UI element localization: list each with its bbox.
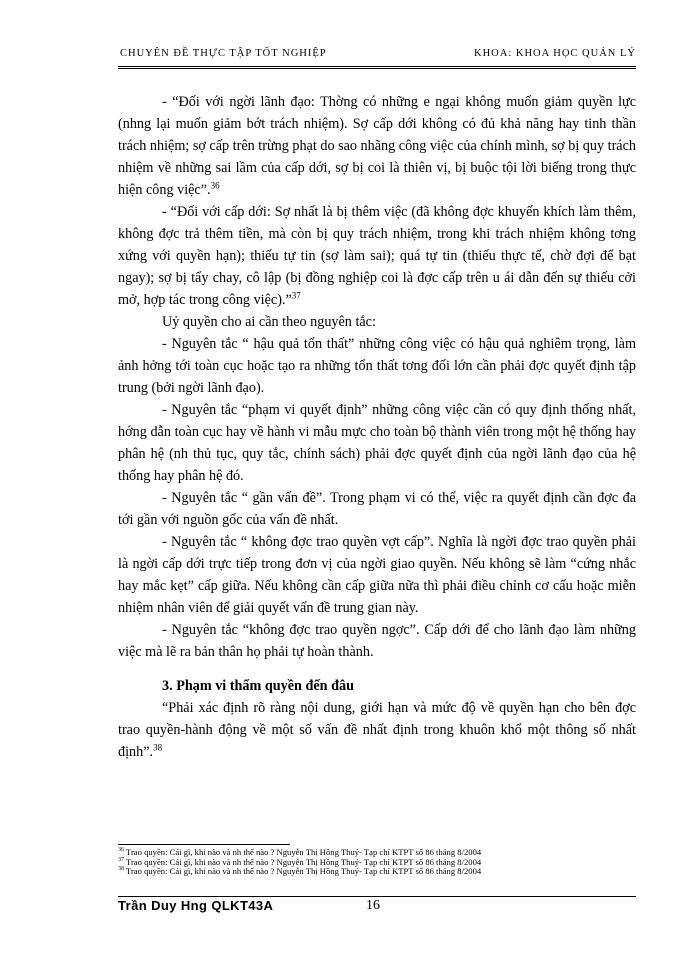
- header-rule-top: [118, 66, 636, 67]
- paragraph-principles-intro: [118, 311, 636, 333]
- footnote-item: [118, 867, 638, 877]
- paragraph-text: - Nguyên tắc “ không đợc trao quyền vợt cấp”. Nghĩa là ngời đợc trao quyền phải là ngời cấp dới trực tiếp trong đơn vị của ngời giao quyền. Nếu không sẽ làm “cứng nhắc hay mắc kẹt” cấp giữa. Nếu không cần cấp giữa nữa thì phải điều chỉnh cơ cấu hoặc miễn nhiệm nhân viên để giải quyết vấn đề trung gian này.: [118, 534, 636, 616]
- paragraph-text: Uỷ quyền cho ai cần theo nguyên tắc:: [162, 314, 376, 330]
- paragraph-text: - “Đối với ngời lãnh đạo: Thờng có những e ngại không muốn giảm quyền lực (nhng lại muốn giảm bớt trách nhiệm). Sợ cấp dới không có đủ khả năng hay tinh thần trách nhiệm; sợ cấp trên trừng phạt do sao nhãng công việc của chính mình, sợ bị quy trách nhiệm về những sai lầm của cấp dới, sợ bị coi là thiên vị, bị buộc tội lời biếng trong thực hiện công việc”.: [118, 94, 636, 198]
- page-header: [118, 48, 636, 64]
- footnote-ref: 37: [291, 290, 301, 301]
- header-rule-bottom: [118, 68, 636, 69]
- footnote-number: 38: [118, 866, 124, 873]
- paragraph-text: - “Đối với cấp dới: Sợ nhất là bị thêm việc (đã không đợc khuyến khích làm thêm, không đợc trả thêm tiền, mà còn bị quy trách nhiệm, trong khi trách nhiệm không tơng xứng với quyền hạn); thiếu tự tin (sợ làm sai); quá tự tin (thiếu thực tế, chờ đợi để bạt ngay); sợ bị tẩy chay, cô lập (bị đồng nghiệp coi là đợc cấp trên u ái dẫn đến sự thiếu cởi mở, hợp tác trong công việc).”: [118, 204, 636, 308]
- footnotes: [118, 848, 638, 877]
- section-paragraph: [118, 697, 636, 763]
- footer-author: Trần Duy Hng QLKT43A: [118, 898, 274, 913]
- footnote-ref: 38: [153, 742, 163, 753]
- header-left-title: CHUYÊN ĐỀ THỰC TẬP TỐT NGHIỆP: [120, 48, 327, 59]
- paragraph-principle-scope: [118, 399, 636, 487]
- paragraph-text: - Nguyên tắc “không đợc trao quyền ngợc”. Cấp dới để cho lãnh đạo làm những việc mà lẽ ra bản thân họ phải tự hoàn thành.: [118, 622, 636, 660]
- paragraph-text: - Nguyên tắc “ hậu quả tổn thất” những công việc có hậu quả nghiêm trọng, làm ảnh hởng tới toàn cục hoặc tạo ra những tổn thất tơng đối lớn cần phải đợc quyết định tập trung (bởi ngời lãnh đạo).: [118, 336, 636, 396]
- footnote-number: 36: [118, 847, 124, 854]
- footnote-text: Trao quyền: Cái gì, khi nào và nh thế nào ? Nguyễn Thị Hồng Thuỷ- Tạp chí KTPT số 86 tháng 8/2004: [126, 856, 482, 867]
- footnote-rule: [118, 844, 290, 845]
- page-number: 16: [366, 898, 380, 913]
- paragraph-text: - Nguyên tắc “ gần vấn đề”. Trong phạm vi có thể, việc ra quyết định cần đợc đa tới gần với nguồn gốc của vấn đề nhất.: [118, 490, 636, 528]
- paragraph-principle-consequence: [118, 333, 636, 399]
- paragraph-principle-no-reverse: [118, 619, 636, 663]
- footnote-text: Trao quyền: Cái gì, khi nào và nh thế nào ? Nguyễn Thị Hồng Thuỷ- Tạp chí KTPT số 86 tháng 8/2004: [126, 866, 482, 877]
- footnote-ref: 36: [210, 180, 220, 191]
- header-right-title: KHOA: KHOA HỌC QUẢN LÝ: [474, 48, 636, 59]
- paragraph-principle-proximity: [118, 487, 636, 531]
- footnote-number: 37: [118, 856, 124, 863]
- paragraph-subordinate: [118, 201, 636, 311]
- paragraph-text: “Phải xác định rõ ràng nội dung, giới hạn và mức độ về quyền hạn cho bên đợc trao quyền-hành động về một số vấn đề nhất định trong khuôn khổ một thông số nhất định”.: [118, 700, 636, 760]
- paragraph-principle-no-skip: [118, 531, 636, 619]
- page-footer: [118, 898, 636, 916]
- paragraph-leader: [118, 91, 636, 201]
- footer-rule: [118, 896, 636, 897]
- footnote-text: Trao quyền: Cái gì, khi nào và nh thế nào ? Nguyễn Thị Hồng Thuỷ- Tạp chí KTPT số 86 tháng 8/2004: [126, 847, 482, 857]
- paragraph-text: - Nguyên tắc “phạm vi quyết định” những công việc cần có quy định thống nhất, hớng dẫn toàn cục hay về hành vi mẫu mực cho toàn bộ thành viên trong một hệ thống hay phân hệ (nh thủ tục, quy tắc, chính sách) phải đợc quyết định của ngời lãnh đạo của hệ thống hay phân hệ đó.: [118, 402, 636, 484]
- body-text: [118, 91, 636, 763]
- section-heading: 3. Phạm vi thẩm quyền đến đâu: [162, 678, 354, 694]
